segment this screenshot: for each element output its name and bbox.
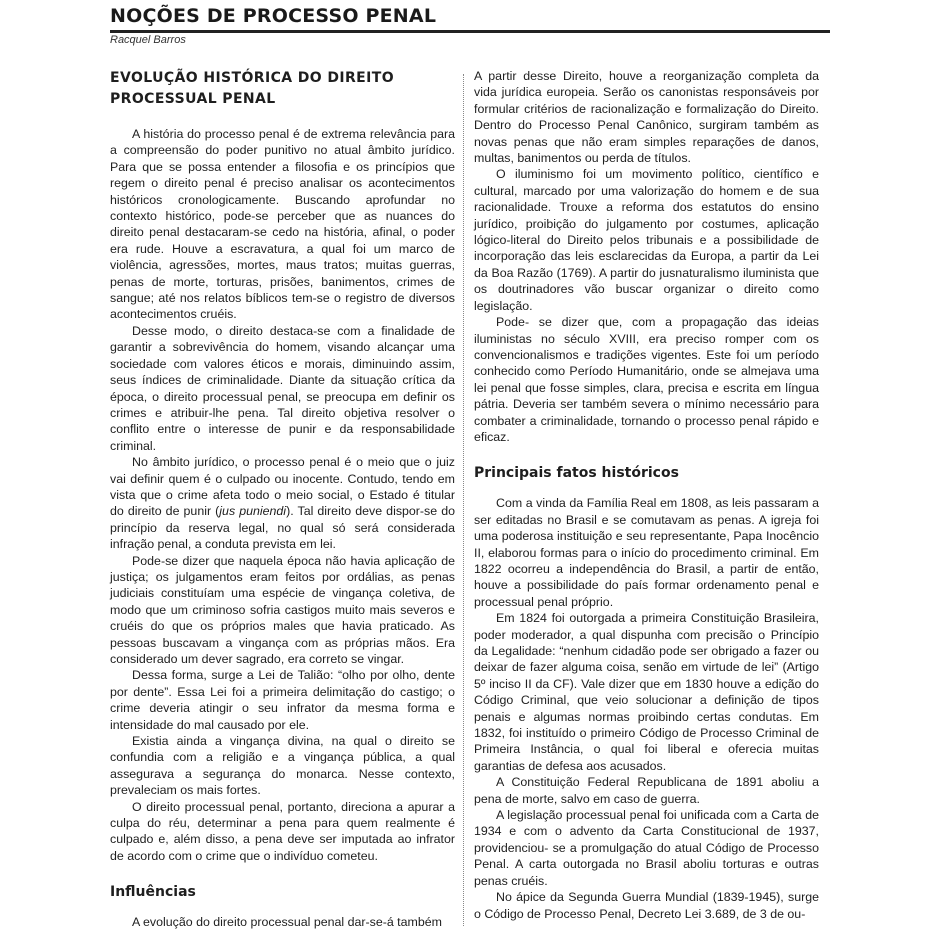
paragraph: O iluminismo foi um movimento político, científico e cultural, marcado por uma valorização do homem e de sua racionalidade. Trouxe a reforma dos estatutos do ensino jurídico, proibição do julgamento por costumes, aplicação lógico-literal do Direito pelos tribunais e a possibilidade de incorporação das leis esclarecidas da Europa, a partir da Lei da Boa Razão (1769). A partir do jusnaturalismo iluminista que os doutrinadores vão buscar organizar o direito como legislação. (474, 167, 819, 313)
paragraph: Pode- se dizer que, com a propagação das ideias iluministas no século XVIII, era preciso romper com os convencionalismos e tradições vigentes. Este foi um período conhecido como Período Humanitário, onde se almejava uma lei penal que fosse simples, clara, precisa e escrita em língua pátria. Deveria ser também severa o mínimo necessário para combater a criminalidade, tornando o processo penal rápido e eficaz. (474, 315, 819, 444)
italic-term: jus puniendi (219, 504, 287, 519)
column-divider (463, 74, 465, 926)
paragraph: Pode-se dizer que naquela época não havia aplicação de justiça; os julgamentos eram feitos por ordálias, as penas judiciais constituíam uma espécie de vingança coletiva, de modo que um criminoso sofria castigos muito mais severos e cruéis do que os próprios males que havia praticado. As pessoas buscavam a vingança com as próprias mãos. Era considerado um dever sagrado, era correto se vingar. (110, 553, 455, 666)
paragraph: A partir desse Direito, houve a reorganização completa da vida jurídica europeia. Serão os canonistas responsáveis por formular critérios de racionalização e formalização do Direito. Dentro do Processo Penal Canônico, surgiram também as novas penas que não eram simples reparações de danos, multas, banimentos ou perda de títulos. (474, 69, 819, 166)
page-title: NOÇÕES DE PROCESSO PENAL (110, 5, 437, 27)
paragraph: O direito processual penal, portanto, direciona a apurar a culpa do réu, determinar a pena para quem realmente é culpado e, além disso, a pena deve ser imputada ao infrator de acordo com o crime que o indivíduo cometeu. (110, 799, 455, 863)
paragraph: A história do processo penal é de extrema relevância para a compreensão do poder punitivo no atual âmbito jurídico. Para que se possa entender a filosofia e os princípios que regem o direito penal é preciso analisar os acontecimentos históricos cronologicamente. Buscando aprofundar no contexto histórico, pode-se perceber que as nuances do direito penal destacaram-se cedo na história, afinal, o poder era rude. Houve a escravatura, a qual foi um marco de violência, agressões, mortes, maus tratos; muitas guerras, penas de morte, torturas, prisões, banimentos, crimes de sangue; até nos relatos bíblicos tem-se o registro de diversos acontecimentos cruéis. (110, 127, 455, 322)
paragraph: Desse modo, o direito destaca-se com a finalidade de garantir a sobrevivência do homem, visando alcançar uma sociedade com valores éticos e morais, diminuindo assim, seus índices de criminalidade. Diante da situação crítica da época, o direito processual penal, se preocupa em definir os crimes e atribuir-lhe pena. Tal direito objetiva resolver o conflito entre o interesse de punir e da responsabilidade criminal. (110, 323, 455, 453)
author-name: Racquel Barros (110, 34, 186, 46)
paragraph: A legislação processual penal foi unificada com a Carta de 1934 e com o advento da Carta Constitucional de 1937, providenciou- se a promulgação do atual Código de Processo Penal. A carta outorgada no Brasil aboliu torturas e outras penas cruéis. (474, 808, 819, 888)
left-column (110, 68, 455, 931)
paragraph: Em 1824 foi outorgada a primeira Constituição Brasileira, poder moderador, a qual dispunha com precisão o Princípio da Legalidade: “nenhum cidadão pode ser obrigado a fazer ou deixar de fazer alguma coisa, senão em virtude de lei” (Artigo 5º inciso II da CF). Vale dizer que em 1830 houve a edição do Código Criminal, que veio solucionar a definição de tipos penais e algumas normas proibindo certas condutas. Em 1832, foi instituído o primeiro Código de Processo Criminal de Primeira Instância, o qual foi liberal e oferecia muitas garantias de defesa aos acusados. (474, 611, 819, 773)
paragraph: A evolução do direito processual penal dar-se-á também (132, 915, 442, 930)
text-run: No âmbito jurídico, o processo penal é o meio que o juiz vai definir quem é o culpado ou inocente. Contudo, tendo em vista que o crime afeta todo o meio social, o Estado é titular do direito de punir ( (110, 455, 455, 519)
section-heading: EVOLUÇÃO HISTÓRICA DO DIREITO PROCESSUAL PENAL (110, 70, 394, 107)
text-run: ). Tal direito deve dispor-se do princípio da reserva legal, no qual só será considerada infração penal, a conduta prevista em lei. (110, 504, 455, 552)
page-header (110, 4, 830, 28)
paragraph: Com a vinda da Família Real em 1808, as leis passaram a ser editadas no Brasil e se comutavam as penas. A igreja foi uma poderosa instituição e seu representante, Papa Inocêncio II, elaborou formas para o início do procedimento criminal. Em 1822 ocorreu a independência do Brasil, a partir de então, houve a possibilidade do país formar ordenamento penal e processual penal próprio. (474, 496, 819, 609)
title-rule (110, 30, 830, 33)
subsection-heading: Principais fatos históricos (474, 465, 679, 482)
paragraph: No ápice da Segunda Guerra Mundial (1839-1945), surge o Código de Processo Penal, Decreto Lei 3.689, de 3 de ou- (474, 890, 819, 921)
paragraph (110, 454, 455, 552)
subsection-heading: Influências (110, 884, 196, 901)
right-column (474, 68, 819, 922)
paragraph: Dessa forma, surge a Lei de Talião: “olho por olho, dente por dente”. Essa Lei foi a primeira delimitação do castigo; o crime deveria atingir o seu infrator da mesma forma e intensidade do mal causado por ele. (110, 668, 455, 732)
paragraph: Existia ainda a vingança divina, na qual o direito se confundia com a religião e a vingança pública, a qual assegurava a segurança do monarca. Nesse contexto, prevaleciam os mais fortes. (110, 734, 455, 798)
paragraph: A Constituição Federal Republicana de 1891 aboliu a pena de morte, salvo em caso de guerra. (474, 775, 819, 806)
